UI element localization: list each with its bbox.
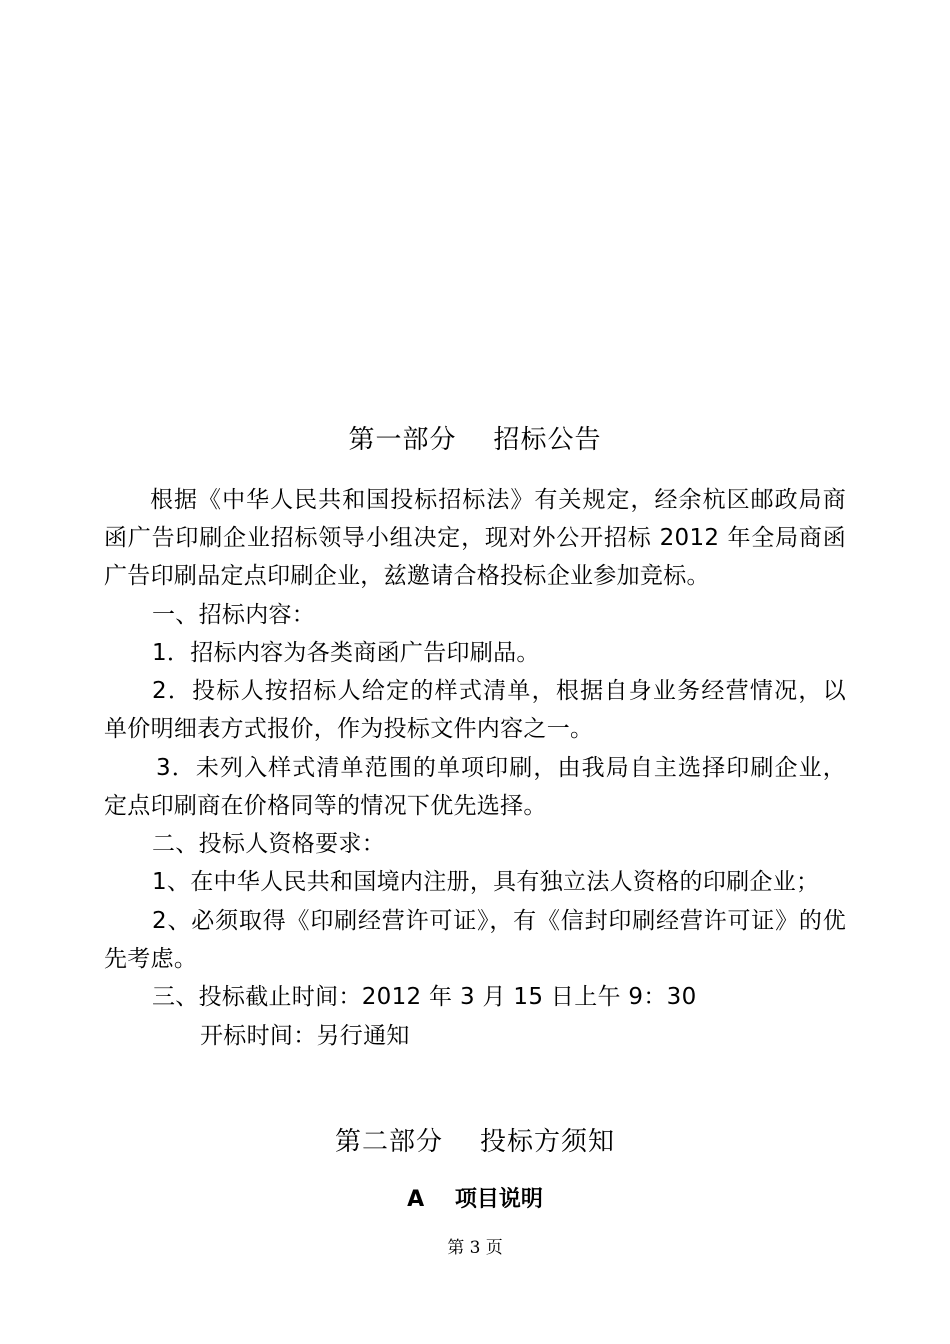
list-item: 3．未列入样式清单范围的单项印刷，由我局自主选择印刷企业， xyxy=(156,755,846,781)
list-item-continuation: 定点印刷商在价格同等的情况下优先选择。 xyxy=(104,793,547,819)
list-item: 2、必须取得《印刷经营许可证》，有《信封印刷经营许可证》的优 xyxy=(152,908,846,934)
part1-title: 第一部分 招标公告 xyxy=(348,425,602,455)
paragraph-line: 根据《中华人民共和国投标招标法》有关规定，经余杭区邮政局商 xyxy=(150,487,846,513)
page-number: 第 3 页 xyxy=(447,1238,503,1258)
opening-time-line: 开标时间：另行通知 xyxy=(200,1023,410,1049)
paragraph-line: 广告印刷品定点印刷企业，兹邀请合格投标企业参加竞标。 xyxy=(104,563,710,589)
deadline-line: 三、投标截止时间：2012 年 3 月 15 日上午 9：30 xyxy=(152,984,697,1010)
list-item: 1、在中华人民共和国境内注册，具有独立法人资格的印刷企业； xyxy=(152,869,820,895)
list-item: 1．招标内容为各类商函广告印刷品。 xyxy=(152,640,540,666)
part2-title: 第二部分 投标方须知 xyxy=(334,1127,616,1157)
list-item: 2．投标人按招标人给定的样式清单，根据自身业务经营情况，以 xyxy=(152,678,846,704)
list-item-continuation: 单价明细表方式报价，作为投标文件内容之一。 xyxy=(104,716,594,742)
section-heading: 一、招标内容： xyxy=(152,602,316,628)
paragraph-line: 函广告印刷企业招标领导小组决定，现对外公开招标 2012 年全局商函 xyxy=(104,525,846,551)
list-item-continuation: 先考虑。 xyxy=(104,946,198,972)
section-heading: 二、投标人资格要求： xyxy=(152,831,385,857)
part2-subtitle: A 项目说明 xyxy=(407,1187,543,1212)
